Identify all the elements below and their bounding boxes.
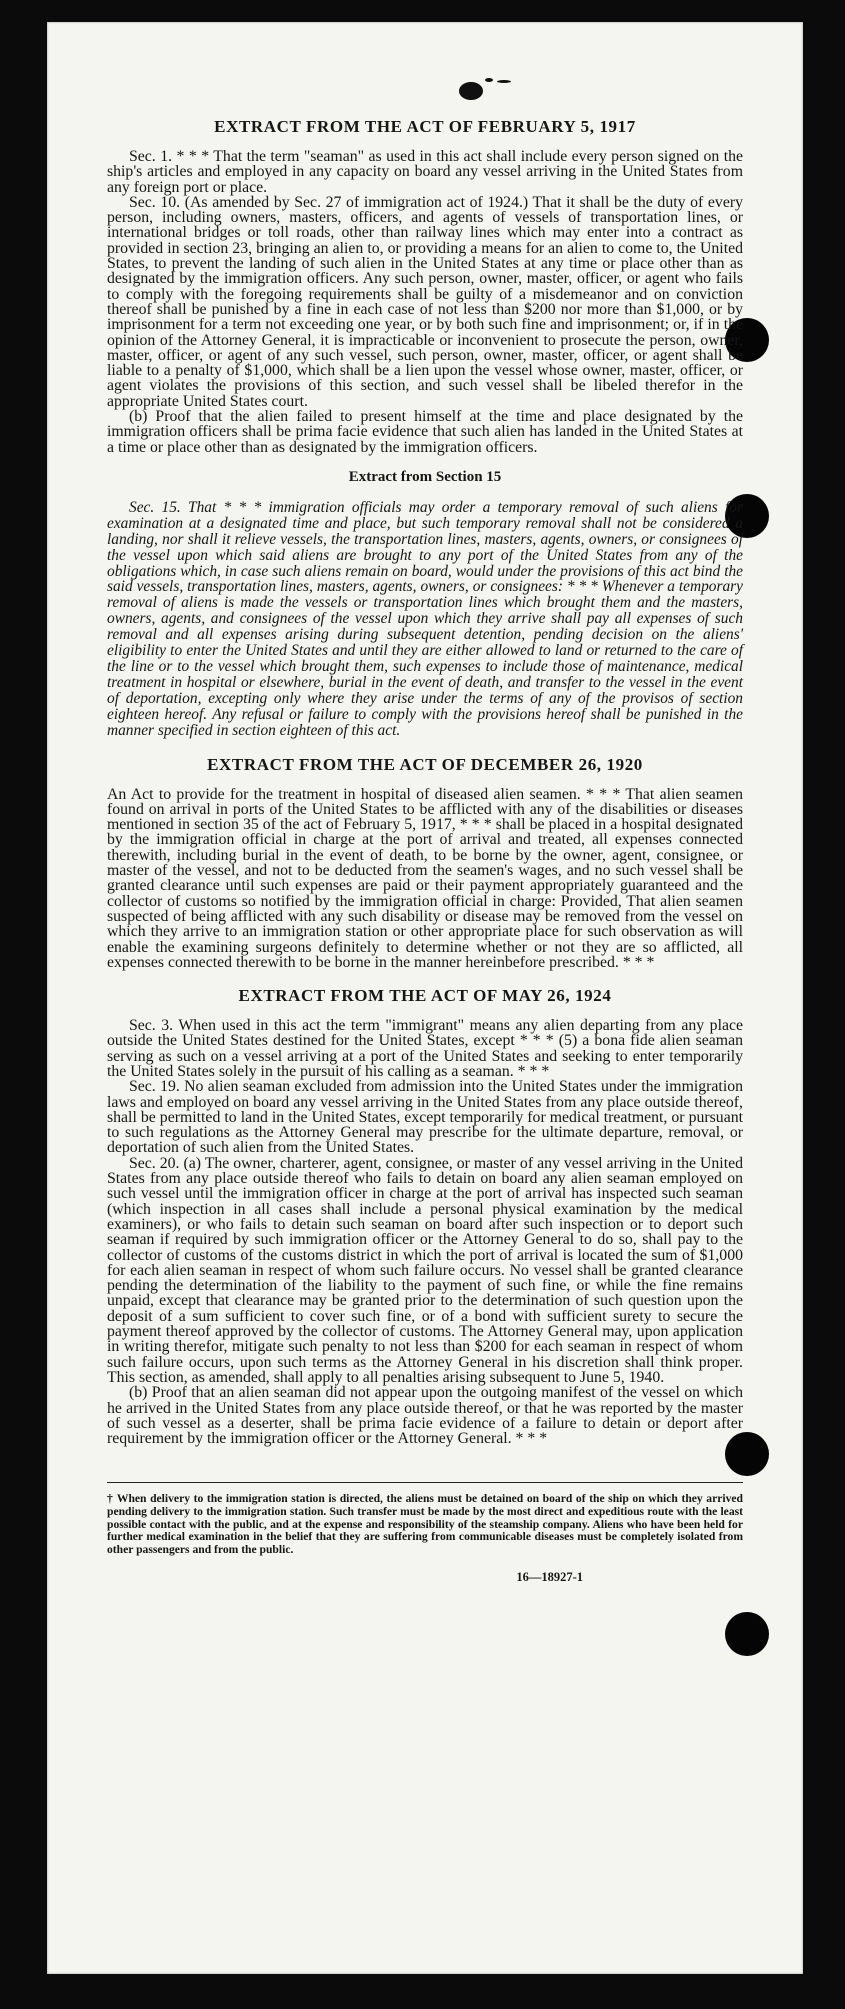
document-body bbox=[107, 117, 743, 1585]
punch-hole bbox=[725, 1612, 769, 1656]
paragraph-sec-20-a: Sec. 20. (a) The owner, charterer, agent, consignee, or master of any vessel arriving in the United States from any place outside thereof who fails to detain on board any alien seaman employed on such vessel until the immigration officer in charge at the port of arrival has inspected such seaman (which inspection in all cases shall include a personal physical examination by the medical examiners), or who fails to detain such seaman on board after such inspection or to deport such seaman if required by such immigration officer or the Attorney General to do so, shall pay to the collector of customs of the customs district in which the port of arrival is located the sum of $1,000 for each alien seaman in respect of whom such failure occurs. No vessel shall be granted clearance pending the determination of the liability to the payment of such fine, or while the fine remains unpaid, except that clearance may be granted prior to the determination of such question upon the deposit of a sum sufficient to cover such fine, or of a bond with sufficient surety to secure the payment thereof approved by the collector of customs. The Attorney General may, upon application in writing therefor, mitigate such penalty to not less than $200 for each seaman in respect of whom such failure occurs, upon such terms as the Attorney General in his discretion shall think proper. This section, as amended, shall apply to all penalties arising subsequent to June 5, 1940. bbox=[107, 1154, 743, 1386]
document-code: 16—18927-1 bbox=[516, 1570, 583, 1585]
paragraph-sec-19: Sec. 19. No alien seaman excluded from admission into the United States under the immigration laws and employed on board any vessel arriving in the United States from any place outside thereof, shall be permitted to land in the United States, except temporarily for medical treatment, or pursuant to such regulations as the Attorney General may prescribe for the ultimate departure, removal, or deportation of such alien from the United States. bbox=[107, 1078, 743, 1157]
ink-blot bbox=[459, 82, 483, 100]
paragraph-sec-15: Sec. 15. That * * * immigration officials may order a temporary removal of such aliens for examination at a designated time and place, but such temporary removal shall not be considered a landing, nor shall it relieve vessels, the transportation lines, masters, agents, owners, or consignees of the vessel upon which said aliens are brought to any port of the United States from any of the obligations which, in case such aliens remain on board, would under the provisions of this act bind the said vessels, transportation lines, masters, agents, owners, or consignees: * * * Whenever a temporary removal of aliens is made the vessels or transportation lines which brought them and the masters, owners, agents, and consignees of the vessel upon which they arrive shall pay all expenses of such removal and all expenses arising during subsequent detention, pending decision on the aliens' eligibility to enter the United States and until they are either allowed to land or returned to the care of the line or to the vessel which brought them, such expenses to include those of maintenance, medical treatment in hospital or elsewhere, burial in the event of death, and transfer to the vessel in the event of deportation, excepting only where they arise under the terms of any of the provisos of section eighteen hereof. Any refusal or failure to comply with the provisions hereof shall be punished in the manner specified in section eighteen of this act. bbox=[107, 498, 743, 739]
heading-act-1924: EXTRACT FROM THE ACT OF MAY 26, 1924 bbox=[238, 986, 612, 1006]
paragraph-sec-20-b: (b) Proof that an alien seaman did not appear upon the outgoing manifest of the vessel on which he arrived in the United States from any place outside thereof, or that he was reported by the master of such vessel as a deserter, shall be prima facie evidence of a failure to detain or deport after requirement by the immigration officer or the Attorney General. * * * bbox=[107, 1384, 743, 1448]
footnote bbox=[107, 1482, 743, 1556]
ink-mark bbox=[497, 80, 511, 83]
paragraph-sec-10: Sec. 10. (As amended by Sec. 27 of immigration act of 1924.) That it shall be the duty of every person, including owners, masters, officers, and agents of vessels of transportation lines, or international bridges or toll roads, other than railway lines which may enter into a contract as provided in section 23, bringing an alien to, or providing a means for an alien to come to, the United States, to prevent the landing of such alien in the United States at any time or place other than as designated by the immigration officers. Any such person, owner, master, officer, or agent who fails to comply with the foregoing requirements shall be guilty of a misdemeanor and on conviction thereof shall be punished by a fine in each case of not less than $200 nor more than $1,000, or by imprisonment for a term not exceeding one year, or by both such fine and imprisonment; or, if in the opinion of the Attorney General, it is impracticable or inconvenient to prosecute the person, owner, master, officer, or agent of any such vessel, such person, owner, master, officer, or agent shall be liable to a penalty of $1,000, which shall be a lien upon the vessel whose owner, master, officer, or agent violates the provisions of this section, and such vessel shall be libeled therefor in the appropriate United States court. bbox=[107, 193, 743, 410]
heading-act-1917: EXTRACT FROM THE ACT OF FEBRUARY 5, 1917 bbox=[214, 117, 636, 136]
paragraph-sec-1: Sec. 1. * * * That the term "seaman" as used in this act shall include every person signed on the ship's articles and employed in any capacity on board any vessel arriving in the United States from any foreign port or place. bbox=[107, 148, 743, 196]
document-page bbox=[47, 22, 803, 1974]
paragraph-sec-10-b: (b) Proof that the alien failed to present himself at the time and place designated by the immigration officers shall be prima facie evidence that such alien has landed in the United States at a time or place other than as designated by the immigration officers. bbox=[107, 408, 743, 456]
heading-act-1920: EXTRACT FROM THE ACT OF DECEMBER 26, 1920 bbox=[207, 754, 643, 774]
ink-mark bbox=[485, 78, 493, 82]
heading-section-15: Extract from Section 15 bbox=[348, 468, 502, 485]
paragraph-sec-3: Sec. 3. When used in this act the term "immigrant" means any alien departing from any place outside the United States destined for the United States, except * * * (5) a bona fide alien seaman serving as such on a vessel arriving at a port of the United States and seeking to enter temporarily the United States solely in the pursuit of his calling as a seaman. * * * bbox=[107, 1017, 743, 1080]
footnote-text: † When delivery to the immigration station is directed, the aliens must be detained on board of the ship on which they arrived pending delivery to the immigration station. Such transfer must be made by the most direct and expeditious route with the least possible contact with the public, and at the expense and responsibility of the steamship company. Aliens who have been held for further medical examination in the belief that they are suffering from communicable diseases must be completely isolated from other passengers and from the public. bbox=[107, 1492, 743, 1556]
paragraph-act-1920: An Act to provide for the treatment in hospital of diseased alien seamen. * * * That alien seamen found on arrival in ports of the United States to be afflicted with any of the disabilities or diseases mentioned in section 35 of the act of February 5, 1917, * * * shall be placed in a hospital designated by the immigration official in charge at the port of arrival and treated, all expenses connected therewith, including burial in the event of death, to be borne by the owner, agent, consignee, or master of the vessel, and not to be deducted from the seamen's wages, and no such vessel shall be granted clearance until such expenses are paid or their payment appropriately guaranteed and the collector of customs so notified by the immigration official in charge: Provided, That alien seamen suspected of being afflicted with any such disability or disease may be removed from the vessel on which they arrive to an immigration station or other appropriate place for such observation as will enable the examining surgeons definitely to determine whether or not they are so afflicted, all expenses connected therewith to be borne in the manner hereinbefore prescribed. * * * bbox=[107, 785, 743, 971]
